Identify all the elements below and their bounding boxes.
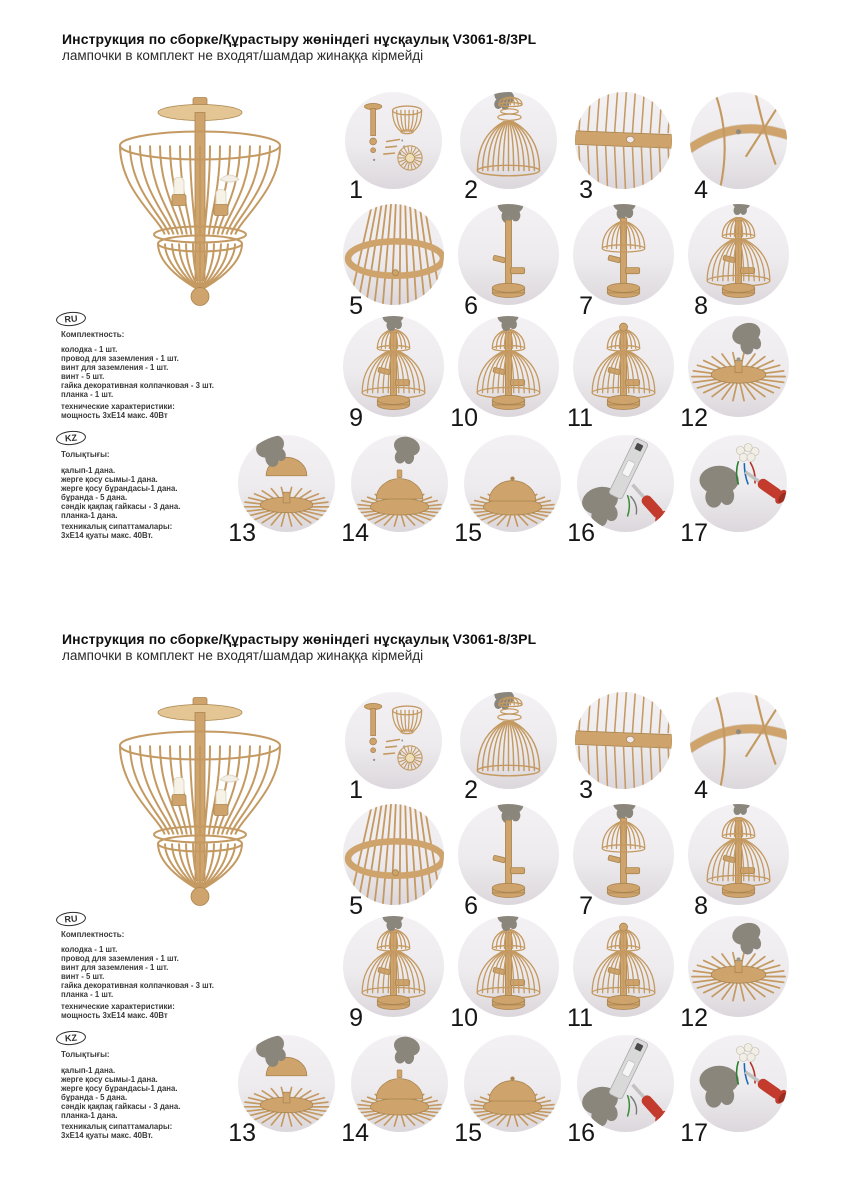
kz-tech-value: 3хЕ14 қуаты макс. 40Вт. [61,1131,153,1140]
step-number-14: 14 [341,1118,369,1147]
kz-item: сәндік қақпақ гайкасы - 3 дана. [61,1102,181,1111]
large-cage-dome-icon [460,692,557,789]
dome-cap-place-icon [238,435,335,532]
step-photo-14 [351,1035,448,1132]
center-column-icon [458,204,559,305]
step-photo-2 [460,692,557,789]
step-number-7: 7 [579,891,593,920]
step-number-17: 17 [680,1118,708,1147]
step-photo-13 [238,435,335,532]
kz-badge: KZ [55,430,86,447]
step-photo-17 [690,435,787,532]
ru-item: винт для заземления - 1 шт. [61,963,169,972]
step-photo-4 [690,92,787,189]
step-number-8: 8 [694,891,708,920]
kz-item: бұранда - 5 дана. [61,493,128,502]
ru-item: винт - 5 шт. [61,972,105,981]
step-photo-17 [690,1035,787,1132]
two-tier-cage-icon [688,204,789,305]
step-number-4: 4 [694,175,708,204]
kz-item: жерге қосу бұрандасы-1 дана. [61,1084,178,1093]
step-photo-2 [460,92,557,189]
parts-layout-icon [345,92,442,189]
ring-underside-icon [343,204,444,305]
dome-cap-done-icon [464,435,561,532]
step-photo-3 [575,692,672,789]
step-number-1: 1 [349,775,363,804]
ru-item: гайка декоративная колпачковая - 3 шт. [61,981,214,990]
kz-tech-value: 3хЕ14 қуаты макс. 40Вт. [61,531,153,540]
step-number-15: 15 [454,518,482,547]
step-number-1: 1 [349,175,363,204]
step-photo-7 [573,204,674,305]
kz-heading: Толықтығы: [61,450,110,459]
step-photo-12 [688,316,789,417]
step-photo-11 [573,316,674,417]
two-tier-cage-icon [688,804,789,905]
kz-item: сәндік қақпақ гайкасы - 3 дана. [61,502,181,511]
step-number-14: 14 [341,518,369,547]
kz-item: жерге қосу сымы-1 дана. [61,1075,158,1084]
ru-item: планка - 1 шт. [61,990,114,999]
bracket-screwdriver-icon [577,1035,674,1132]
connector-screwdriver-icon [690,1035,787,1132]
step-photo-6 [458,204,559,305]
step-photo-13 [238,1035,335,1132]
step-number-13: 13 [228,1118,256,1147]
step-number-5: 5 [349,291,363,320]
ru-heading: Комплектность: [61,330,125,339]
step-photo-4 [690,692,787,789]
step-number-7: 7 [579,291,593,320]
large-cage-dome-icon [460,92,557,189]
step-number-2: 2 [464,775,478,804]
ru-item: колодка - 1 шт. [61,945,118,954]
steps-grid [0,600,848,1200]
two-tier-cage-hand-icon [458,916,559,1017]
step-number-13: 13 [228,518,256,547]
step-photo-1 [345,692,442,789]
step-photo-1 [345,92,442,189]
two-tier-cage-hand-icon [343,916,444,1017]
step-photo-14 [351,435,448,532]
step-number-8: 8 [694,291,708,320]
parts-layout-icon [345,692,442,789]
kz-item: қалып-1 дана. [61,1066,116,1075]
kz-item: планка-1 дана. [61,511,118,520]
step-number-3: 3 [579,175,593,204]
kz-badge: KZ [55,1030,86,1047]
step-photo-10 [458,916,559,1017]
step-number-10: 10 [450,403,478,432]
step-number-17: 17 [680,518,708,547]
page-subtitle: лампочки в комплект не входят/шамдар жинаққа кірмейді [62,48,424,63]
dome-cap-done-icon [464,1035,561,1132]
step-number-9: 9 [349,403,363,432]
ring-joint-icon [690,692,787,789]
step-photo-9 [343,916,444,1017]
step-number-6: 6 [464,891,478,920]
ru-item: винт для заземления - 1 шт. [61,363,169,372]
page-title: Инструкция по сборке/Құрастыру жөніндегі нұсқаулық V3061-8/3PL [62,631,537,647]
step-photo-15 [464,435,561,532]
step-photo-11 [573,916,674,1017]
ru-tech-heading: технические характеристики: [61,1002,175,1011]
step-number-12: 12 [680,1003,708,1032]
dome-cap-screw-icon [351,435,448,532]
ru-tech-value: мощность 3хЕ14 макс. 40Вт [61,411,168,420]
step-number-6: 6 [464,291,478,320]
step-number-15: 15 [454,1118,482,1147]
step-photo-16 [577,1035,674,1132]
small-cage-on-column-icon [573,804,674,905]
ru-badge: RU [55,311,86,328]
kz-item: планка-1 дана. [61,1111,118,1120]
step-photo-7 [573,804,674,905]
step-photo-8 [688,804,789,905]
center-column-icon [458,804,559,905]
ring-underside-icon [343,804,444,905]
page-subtitle: лампочки в комплект не входят/шамдар жинаққа кірмейді [62,648,424,663]
bracket-screwdriver-icon [577,435,674,532]
step-number-4: 4 [694,775,708,804]
step-photo-9 [343,316,444,417]
ru-badge: RU [55,911,86,928]
page-title: Инструкция по сборке/Құрастыру жөніндегі нұсқаулық V3061-8/3PL [62,31,537,47]
kz-heading: Толықтығы: [61,1050,110,1059]
ru-item: провод для заземления - 1 шт. [61,954,179,963]
ru-heading: Комплектность: [61,930,125,939]
ru-tech-value: мощность 3хЕ14 макс. 40Вт [61,1011,168,1020]
step-number-10: 10 [450,1003,478,1032]
kz-item: қалып-1 дана. [61,466,116,475]
step-number-2: 2 [464,175,478,204]
cage-band-hole-icon [575,92,672,189]
step-photo-12 [688,916,789,1017]
step-number-5: 5 [349,891,363,920]
kz-item: бұранда - 5 дана. [61,1093,128,1102]
step-photo-5 [343,204,444,305]
small-cage-on-column-icon [573,204,674,305]
two-tier-cage-hand-icon [458,316,559,417]
step-photo-5 [343,804,444,905]
finial-screw-icon [688,916,789,1017]
ru-item: провод для заземления - 1 шт. [61,354,179,363]
two-tier-cage-finial-icon [573,916,674,1017]
kz-tech-heading: техникалық сипаттамалары: [61,522,173,531]
kz-tech-heading: техникалық сипаттамалары: [61,1122,173,1131]
kz-item: жерге қосу сымы-1 дана. [61,475,158,484]
step-photo-10 [458,316,559,417]
step-photo-15 [464,1035,561,1132]
step-number-12: 12 [680,403,708,432]
two-tier-cage-finial-icon [573,316,674,417]
dome-cap-place-icon [238,1035,335,1132]
step-number-16: 16 [567,1118,595,1147]
step-photo-16 [577,435,674,532]
step-photo-3 [575,92,672,189]
connector-screwdriver-icon [690,435,787,532]
ru-item: колодка - 1 шт. [61,345,118,354]
step-photo-8 [688,204,789,305]
instruction-block-bottom [0,600,848,1200]
step-number-11: 11 [567,403,593,432]
finial-screw-icon [688,316,789,417]
ru-item: винт - 5 шт. [61,372,105,381]
ring-joint-icon [690,92,787,189]
step-number-16: 16 [567,518,595,547]
kz-item: жерге қосу бұрандасы-1 дана. [61,484,178,493]
ru-item: планка - 1 шт. [61,390,114,399]
ru-item: гайка декоративная колпачковая - 3 шт. [61,381,214,390]
two-tier-cage-hand-icon [343,316,444,417]
ru-tech-heading: технические характеристики: [61,402,175,411]
step-number-3: 3 [579,775,593,804]
step-number-9: 9 [349,1003,363,1032]
dome-cap-screw-icon [351,1035,448,1132]
step-photo-6 [458,804,559,905]
cage-band-hole-icon [575,692,672,789]
step-number-11: 11 [567,1003,593,1032]
